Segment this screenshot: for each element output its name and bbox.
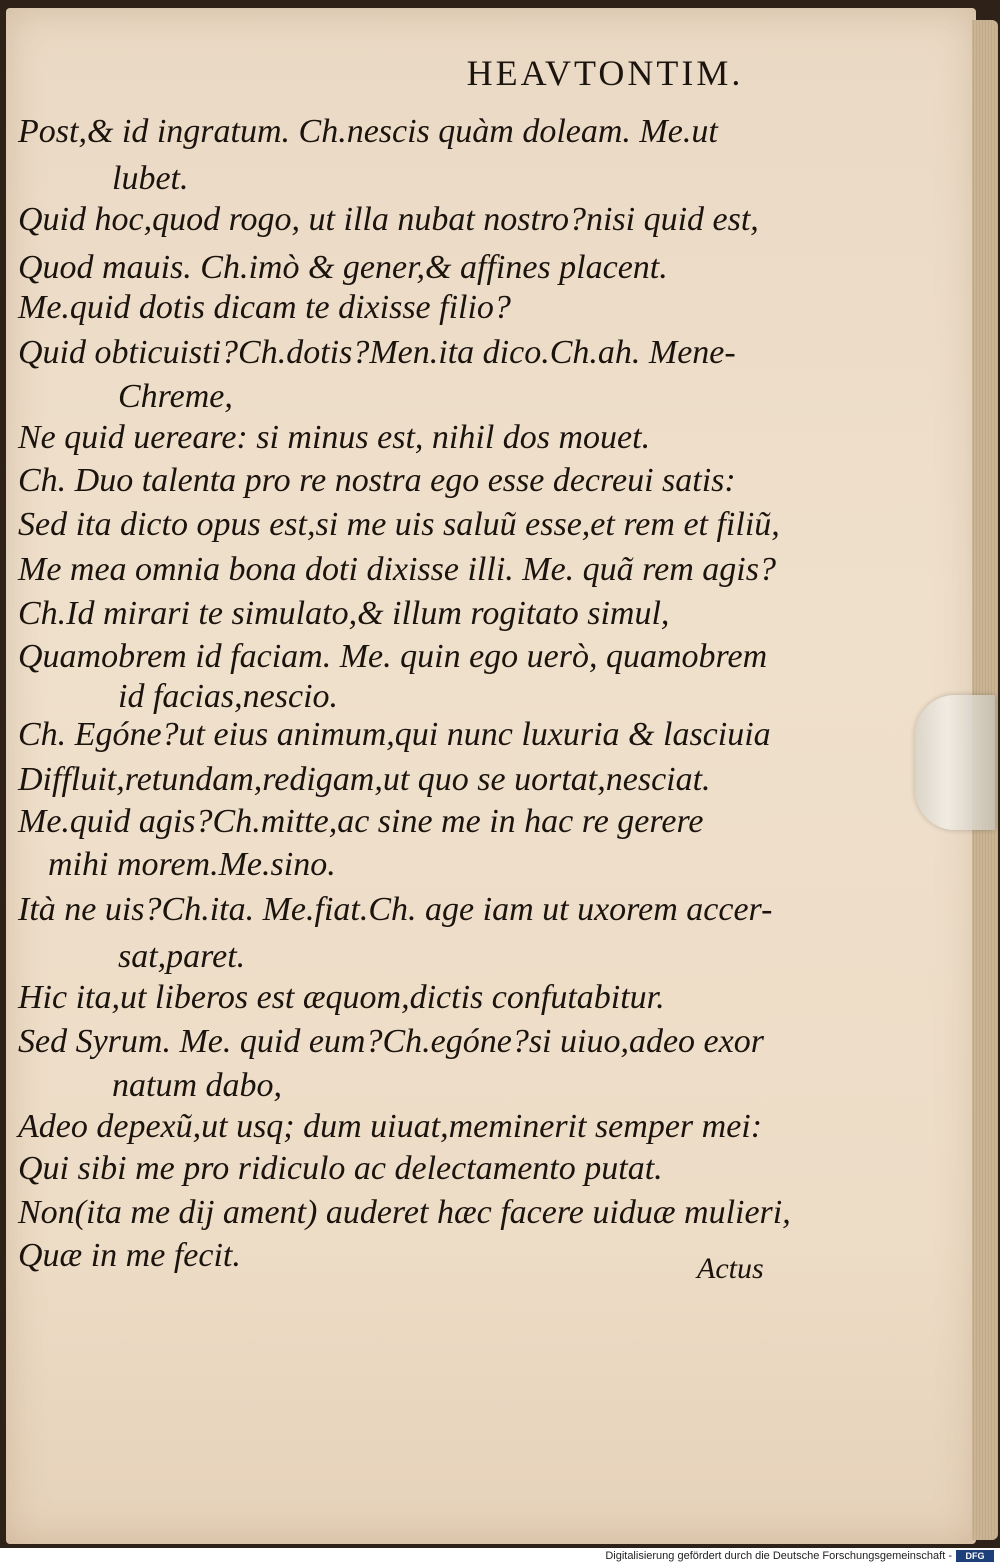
text-line: Hic ita,ut liberos est æquom,dictis confutabitur. bbox=[18, 979, 665, 1016]
page-clip bbox=[915, 695, 995, 830]
text-line: Ne quid uereare: si minus est, nihil dos mouet. bbox=[18, 419, 651, 456]
text-line: Sed Syrum. Me. quid eum?Ch.egóne?si uiuo,adeo exor bbox=[18, 1023, 764, 1060]
text-line: id facias,nescio. bbox=[118, 678, 339, 715]
text-line: Sed ita dicto opus est,si me uis saluũ esse,et rem et filiũ, bbox=[18, 506, 780, 543]
text-line: sat,paret. bbox=[118, 938, 246, 975]
footer-credit: Digitalisierung gefördert durch die Deutsche Forschungsgemeinschaft - bbox=[605, 1550, 952, 1562]
text-line: Quid obticuisti?Ch.dotis?Men.ita dico.Ch.ah. Mene- bbox=[18, 334, 736, 371]
text-line: lubet. bbox=[112, 160, 189, 197]
text-line: Me.quid dotis dicam te dixisse filio? bbox=[18, 289, 511, 326]
text-line: Quamobrem id faciam. Me. quin ego uerò, quamobrem bbox=[18, 638, 768, 675]
text-line: Me.quid agis?Ch.mitte,ac sine me in hac re gerere bbox=[18, 803, 704, 840]
text-line: Chreme, bbox=[118, 378, 233, 415]
text-line: natum dabo, bbox=[112, 1067, 282, 1104]
text-line: Quæ in me fecit. bbox=[18, 1237, 241, 1274]
catchword: Actus bbox=[697, 1252, 764, 1285]
text-line: mihi morem.Me.sino. bbox=[48, 846, 336, 883]
text-line: Adeo depexũ,ut usq; dum uiuat,meminerit semper mei: bbox=[18, 1108, 763, 1145]
text-line: Qui sibi me pro ridiculo ac delectamento putat. bbox=[18, 1150, 663, 1187]
text-line: Post,& id ingratum. Ch.nescis quàm doleam. Me.ut bbox=[18, 113, 718, 150]
text-line: Ch. Duo talenta pro re nostra ego esse decreui satis: bbox=[18, 462, 736, 499]
text-line: Quid hoc,quod rogo, ut illa nubat nostro?nisi quid est, bbox=[18, 201, 759, 238]
text-line: Quod mauis. Ch.imò & gener,& affines placent. bbox=[18, 249, 668, 286]
dfg-logo[interactable]: DFG bbox=[956, 1550, 994, 1562]
text-line: Ch. Egóne?ut eius animum,qui nunc luxuria & lasciuia bbox=[18, 716, 771, 753]
running-header: HEAVTONTIM. bbox=[466, 53, 744, 93]
text-line: Ch.Id mirari te simulato,& illum rogitato simul, bbox=[18, 595, 670, 632]
text-line: Non(ita me dij ament) auderet hæc facere uiduæ mulieri, bbox=[18, 1194, 791, 1231]
text-line: Me mea omnia bona doti dixisse illi. Me. quã rem agis? bbox=[18, 551, 776, 588]
text-line: Ità ne uis?Ch.ita. Me.fiat.Ch. age iam ut uxorem accer- bbox=[18, 891, 773, 928]
text-line: Diffluit,retundam,redigam,ut quo se uortat,nesciat. bbox=[18, 761, 711, 798]
